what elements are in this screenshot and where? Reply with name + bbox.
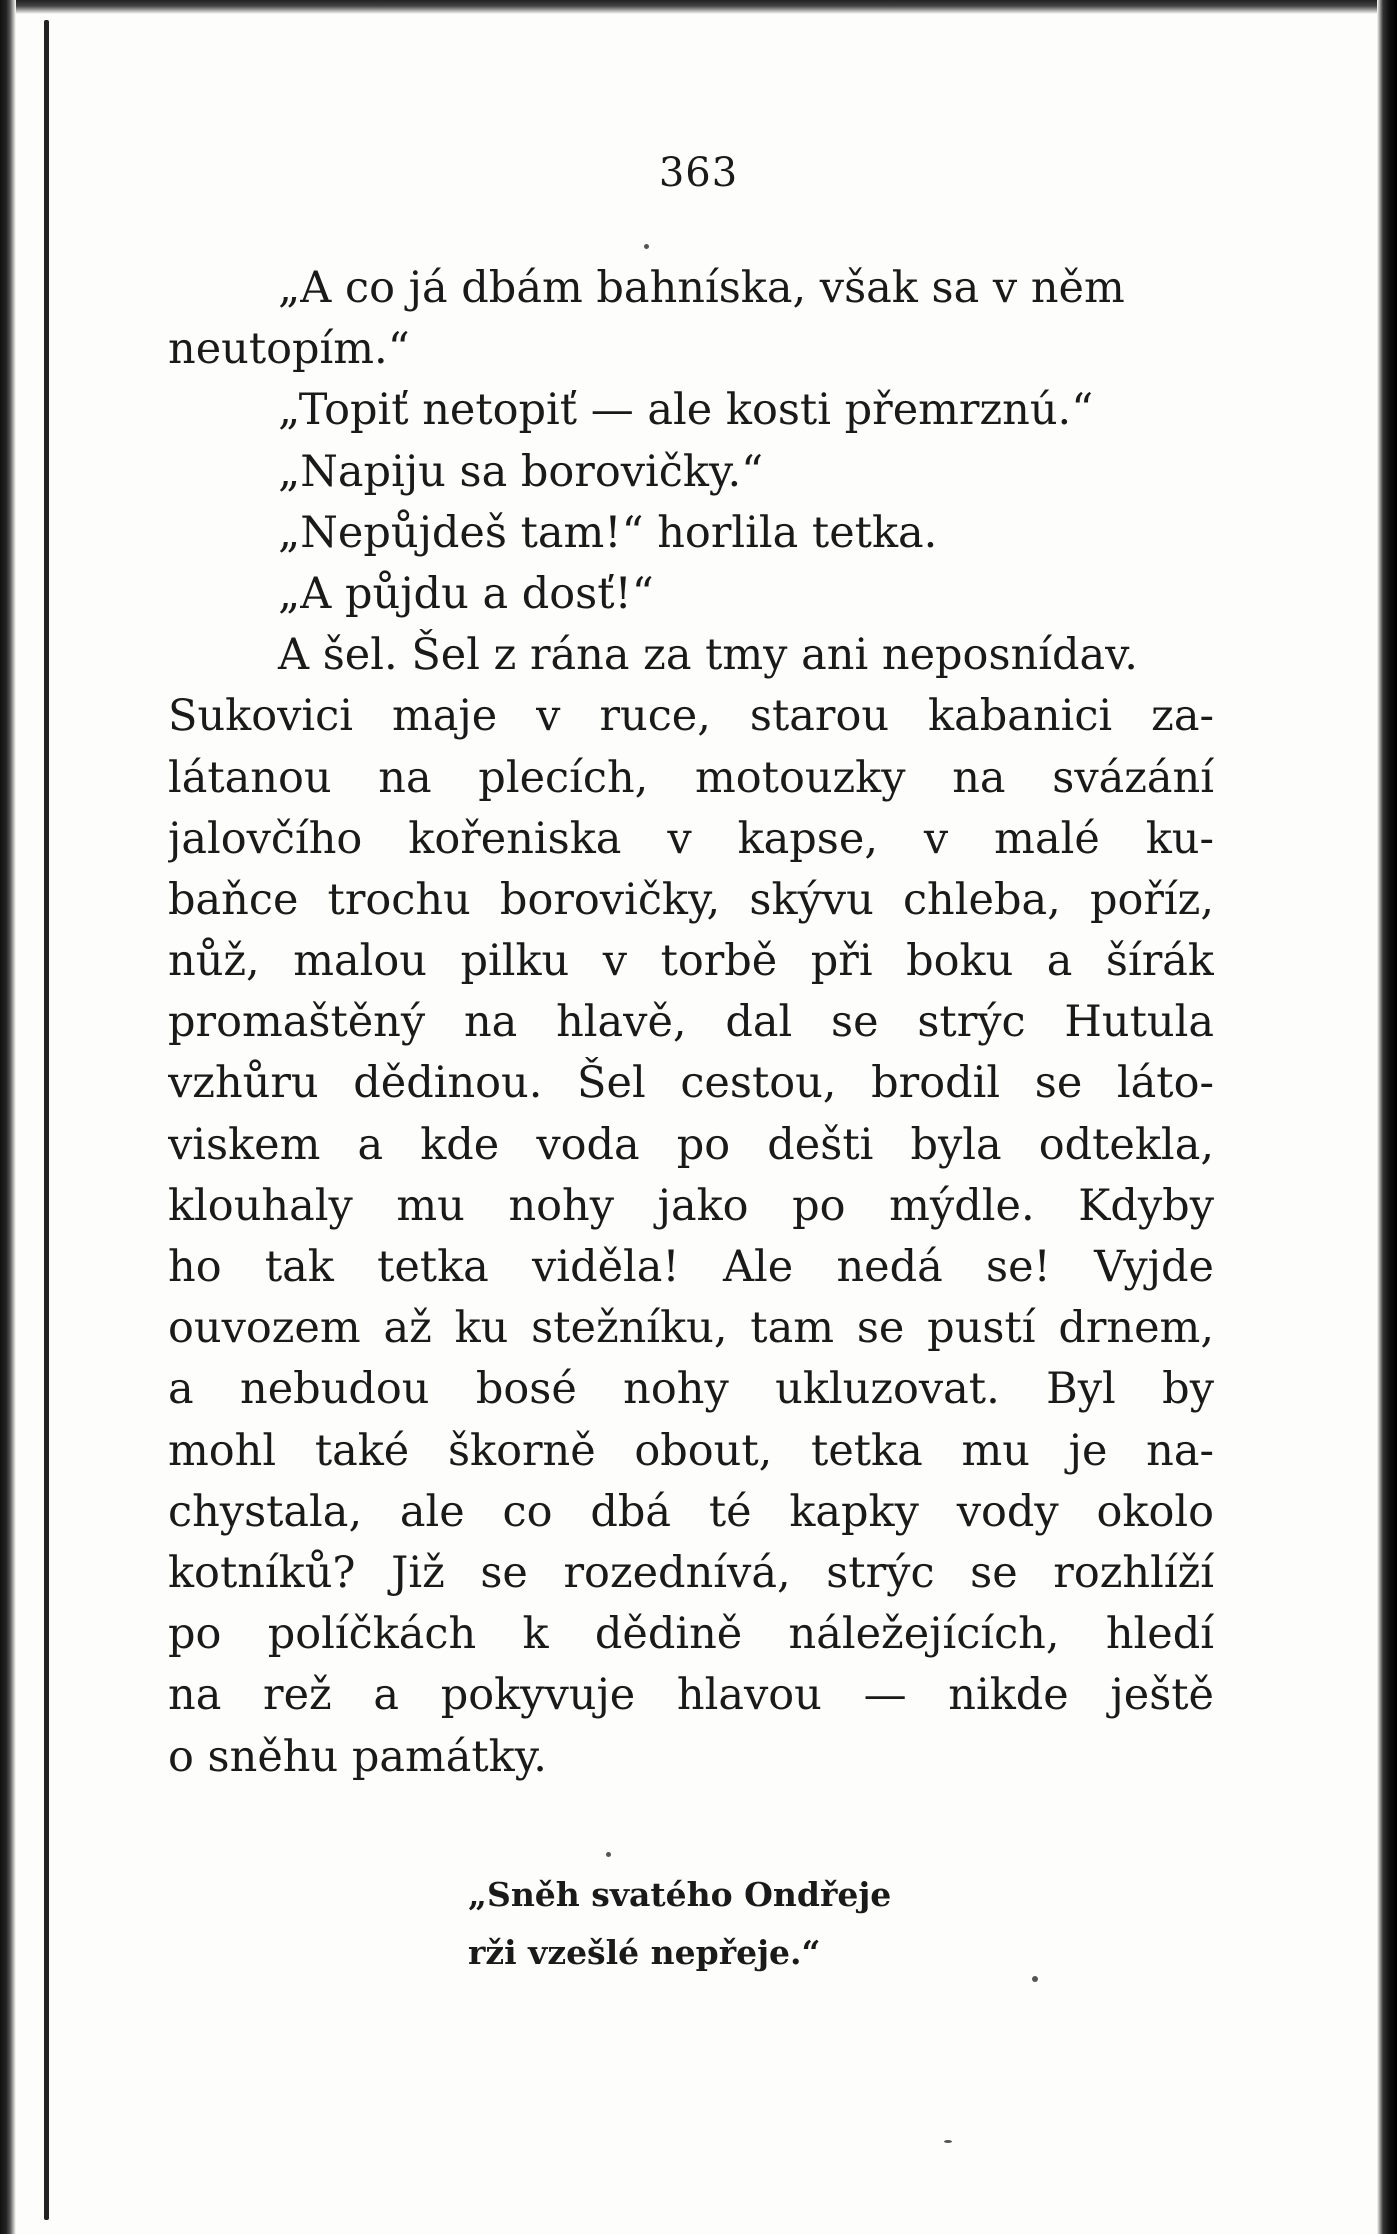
proverb xyxy=(468,1866,928,1982)
text-line: a nebudou bosé nohy ukluzovat. Byl by xyxy=(168,1364,1214,1415)
speck xyxy=(644,244,649,249)
scan-edge-left-line xyxy=(44,20,49,2220)
text-line: mohl také škorně obout, tetka mu je na- xyxy=(168,1425,1214,1476)
speck xyxy=(1032,1976,1038,1982)
page-number: 363 xyxy=(658,150,739,196)
text-line: baňce trochu borovičky, skývu chleba, poříz, xyxy=(168,874,1214,925)
text-line: Sukovici maje v ruce, starou kabanici za- xyxy=(168,691,1214,742)
text-line: klouhaly mu nohy jako po mýdle. Kdyby xyxy=(168,1180,1214,1231)
text-line: chystala, ale co dbá té kapky vody okolo xyxy=(168,1486,1214,1537)
text-line: ho tak tetka viděla! Ale nedá se! Vyjde xyxy=(168,1242,1214,1292)
text-line: o sněhu památky. xyxy=(168,1731,547,1782)
text-line: viskem a kde voda po dešti byla odtekla, xyxy=(168,1119,1214,1170)
text-line: „Nepůjdeš tam!“ horlila tetka. xyxy=(278,507,938,558)
text-line: „A co já dbám bahníska, však sa v něm xyxy=(278,263,1125,313)
speck xyxy=(606,1852,611,1857)
scan-edge-top xyxy=(0,0,1397,14)
text-line: „Napiju sa borovičky.“ xyxy=(278,446,764,497)
scan-edge-left xyxy=(0,0,16,2234)
text-line: nůž, malou pilku v torbě při boku a šírák xyxy=(168,936,1214,987)
body-text xyxy=(168,258,1214,1788)
text-line: „A půjdu a dosť!“ xyxy=(278,568,654,619)
text-line: vzhůru dědinou. Šel cestou, brodil se láto- xyxy=(168,1058,1214,1109)
text-line: po políčkách k dědině náležejících, hledí xyxy=(168,1609,1214,1660)
text-line: kotníků? Již se rozednívá, strýc se rozhlíží xyxy=(168,1547,1214,1598)
text-line: jalovčího kořeniska v kapse, v malé ku- xyxy=(168,813,1214,864)
text-line: promaštěný na hlavě, dal se strýc Hutula xyxy=(168,997,1214,1048)
text-line: látanou na plecích, motouzky na svázání xyxy=(168,752,1214,803)
speck xyxy=(944,2140,952,2143)
proverb-line: rži vzešlé nepřeje.“ xyxy=(468,1933,821,1972)
text-line: neutopím.“ xyxy=(168,324,410,375)
text-line: ouvozem až ku stežníku, tam se pustí drnem, xyxy=(168,1303,1214,1354)
proverb-line: „Sněh svatého Ondřeje xyxy=(468,1875,892,1914)
text-line: na rež a pokyvuje hlavou — nikde ještě xyxy=(168,1670,1214,1721)
text-line: A šel. Šel z rána za tmy ani neposnídav. xyxy=(278,630,1138,681)
text-line: „Topiť netopiť — ale kosti přemrznú.“ xyxy=(278,385,1094,436)
scan-edge-right xyxy=(1377,0,1397,2234)
